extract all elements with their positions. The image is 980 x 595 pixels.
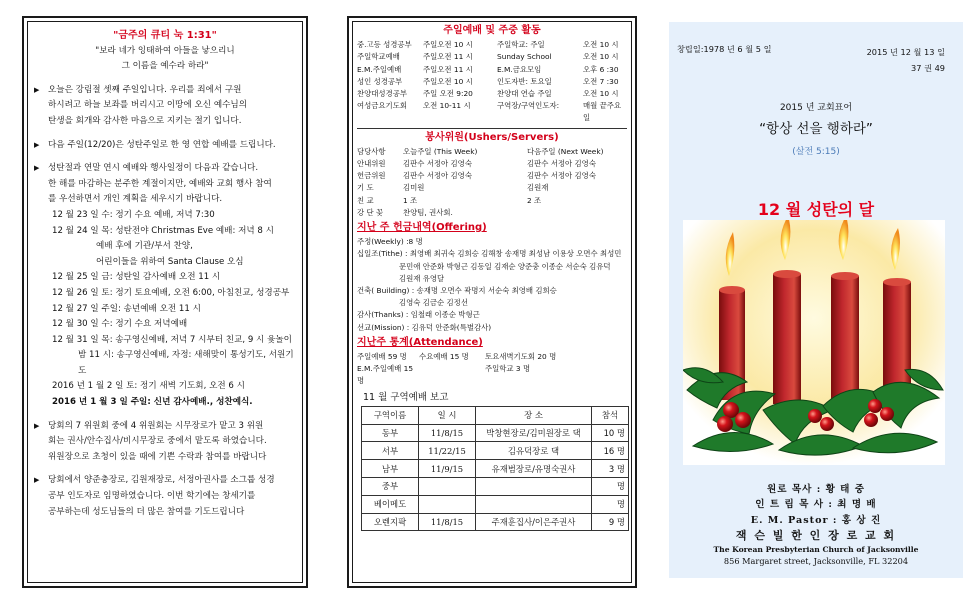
table-cell: 10 명 (592, 424, 629, 442)
ushers-grid (357, 146, 627, 219)
announcement-line: 탄생을 회개와 감사한 마음으로 지키는 절기 입니다. (48, 115, 242, 126)
usher-cell: 담당사항 (357, 146, 386, 156)
activity-cell: 주일 오전 9:20 (423, 89, 473, 99)
schedule-item: 12 월 30 일 수: 정기 수요 저녁예배 (52, 319, 188, 330)
attendance-cell: 주일예배 59 명 (357, 352, 407, 362)
table-cell: 9 명 (592, 513, 629, 531)
table-cell: 11/8/15 (419, 424, 476, 442)
pastor-emeritus: 원로 목사 : 황 태 중 (766, 484, 866, 495)
attendance-cell: 토요새벽기도회 20 명 (485, 352, 557, 362)
schedule-item: 2016 년 1 월 2 일 토: 정기 새벽 기도회, 오전 6 시 (52, 381, 245, 392)
offering-line: 김원재 유영달 (399, 273, 445, 283)
usher-cell: 김원재 (527, 183, 549, 193)
table-row (362, 424, 629, 442)
schedule-item: 밤 11 시: 송구영신예배, 자정: 새해맞이 통성기도, 서원기도 (78, 350, 294, 376)
activity-cell: E.M.주일예배 (357, 64, 402, 74)
activity-cell: 구역장/구역인도자: (497, 101, 560, 111)
table-cell: 유재범장로/유명숙권사 (476, 460, 592, 478)
table-row (362, 478, 629, 496)
announcement-line: ▶ 오늘은 강림절 셋째 주일입니다. 우리를 죄에서 구원 (48, 84, 242, 95)
offering-line: 건축( Building) : 송재명 오면수 곽명지 서순숙 최영배 김희승 (357, 286, 557, 296)
church-address: 856 Margaret street, Jacksonville, FL 32204 (723, 555, 909, 566)
table-cell (419, 478, 476, 496)
attendance-cell (419, 363, 485, 387)
attendance-cell: 주일학교 3 명 (485, 364, 531, 374)
motto-reference: (살전 5:15) (792, 147, 840, 157)
table-cell: 11/8/15 (419, 513, 476, 531)
offering-list (357, 236, 627, 334)
schedule-item: 12 월 24 일 목: 성탄전야 Christmas Eve 예배: 저녁 8 시 (52, 225, 274, 236)
schedule-item: 12 월 26 일 토: 정기 토요예배, 오전 6:00, 아침친교, 성경공부 (52, 287, 290, 298)
attendance-cell: E.M.주일예배 15 명 (357, 364, 414, 386)
activity-cell: 오전 10 시 (583, 52, 619, 62)
church-name-korean: 잭 슨 빌 한 인 장 로 교 회 (735, 529, 897, 543)
attendance-grid (357, 351, 627, 388)
issue-volume: 37 권 49 (911, 63, 945, 73)
activity-cell: 주일오전 10 시 (423, 76, 473, 86)
table-cell: 중부 (362, 478, 419, 496)
activity-cell: Sunday School (497, 52, 552, 62)
activity-cell: 주일오전 11 시 (423, 64, 473, 74)
table-cell: 오렌지팍 (362, 513, 419, 531)
month-title: 12 월 성탄의 달 (757, 200, 875, 219)
pastor-list (669, 482, 963, 567)
announcement-line: ▶ 당회에서 양준충장로, 김원재장로, 서정아권사를 소그룹 성경 (48, 475, 275, 486)
activity-cell: 인도자반: 토요일 (497, 76, 552, 86)
table-header: 구역이름 (362, 406, 419, 424)
church-name-english: The Korean Presbyterian Church of Jacksonville (713, 544, 919, 554)
announcement-2: ▶ 다음 주일(12/20)은 성탄주일로 한 영 연합 예배를 드립니다. (34, 138, 296, 154)
activity-cell: 성인 성경공부 (357, 76, 403, 86)
usher-cell: 김판수 서정아 김영숙 (527, 171, 596, 181)
usher-cell: 김미원 (403, 183, 425, 193)
announcement-3 (34, 161, 296, 208)
table-header: 참석 (592, 406, 629, 424)
usher-cell: 강 단 꽃 (357, 207, 384, 217)
table-cell: 16 명 (592, 442, 629, 460)
cover-panel (669, 22, 963, 578)
schedule-item: 어린이들을 위하여 Santa Clause 오심 (96, 256, 244, 267)
table-cell (476, 478, 592, 496)
motto: “항상 선을 행하라” (759, 121, 873, 137)
offering-line: 십일조(Tithe) : 최영배 최귀숙 김희승 김해창 송재명 최성남 이용상 오면수 최성민 (357, 249, 622, 259)
usher-cell: 안내위원 (357, 159, 386, 169)
usher-cell: 친 교 (357, 195, 374, 205)
schedule-list (34, 208, 296, 411)
activity-cell: 오전 7 :30 (583, 76, 619, 86)
attendance-title: 지난주 통계(Attendance) (357, 336, 483, 348)
table-cell: 동부 (362, 424, 419, 442)
activity-cell: 오전 10-11 시 (423, 101, 471, 111)
offering-title: 지난 주 헌금내역(Offering) (357, 222, 487, 234)
table-row (362, 460, 629, 478)
schedule-item: 12 월 25 일 금: 성탄일 감사예배 오전 11 시 (52, 272, 221, 283)
table-header: 장 소 (476, 406, 592, 424)
table-cell (476, 495, 592, 513)
schedule-item: 2016 년 1 월 3 일 주일: 신년 감사예배., 성찬예식. (52, 397, 253, 408)
table-cell: 11/9/15 (419, 460, 476, 478)
usher-cell: 김판수 서정아 김영숙 (403, 171, 472, 181)
activity-cell: 오후 6 :30 (583, 64, 619, 74)
em-pastor: E. M. Pastor : 홍 상 진 (750, 514, 882, 526)
activity-cell: 매월 끝주요일 (583, 101, 622, 123)
usher-cell: 1 조 (403, 195, 418, 205)
offering-line: 김영숙 김금순 김정선 (399, 298, 468, 308)
visit-report-table (361, 406, 629, 532)
offering-line: 선교(Mission) : 김유덕 안준화(특별감사) (357, 322, 492, 332)
divider (357, 128, 627, 129)
motto-year: 2015 년 교회표어 (779, 103, 853, 113)
advent-candles-illustration (683, 220, 945, 465)
activity-cell: 중.고등 성경공부 (357, 40, 412, 50)
usher-cell: 헌금위원 (357, 171, 386, 181)
activity-cell: 찬양대성경공부 (357, 89, 407, 99)
activity-cell: 주일오전 11 시 (423, 52, 473, 62)
schedule-item: 12 월 23 일 수: 정기 수요 예배, 저녁 7:30 (52, 209, 215, 220)
table-cell: 주재훈집사/이은주권사 (476, 513, 592, 531)
activity-cell: 여성금요기도회 (357, 101, 407, 111)
table-cell: 남부 (362, 460, 419, 478)
interim-pastor: 인 트 림 목 사 : 최 명 배 (755, 499, 877, 511)
issue-date: 2015 년 12 월 13 일 (866, 47, 945, 57)
worship-info-panel (347, 16, 637, 588)
announcement-line: ▶ 성탄절과 연말 연시 예배와 행사일정이 다음과 같습니다. (48, 163, 259, 174)
visit-report-title: 11 월 구역예배 보고 (363, 391, 449, 403)
usher-cell: 김판수 서정아 김영숙 (527, 159, 596, 169)
schedule-item: 12 월 27 일 주일: 송년예배 오전 11 시 (52, 303, 201, 314)
activity-cell: 찬양대 연습 주일 (497, 89, 552, 99)
table-row (362, 513, 629, 531)
announcement-1 (34, 83, 296, 130)
table-cell: 김유덕장로 댁 (476, 442, 592, 460)
usher-cell: 다음주일 (Next Week) (527, 146, 604, 156)
offering-line: 감사(Thanks) : 임철래 이종순 박형근 (357, 310, 480, 320)
activity-cell: 주일학교: 주일 (497, 40, 545, 50)
schedule-item: 12 월 31 일 목: 송구영신예배, 저녁 7 시부터 친교, 9 시 윷놀이 (52, 334, 292, 345)
announcement-5 (34, 473, 296, 520)
announcement-line: 한 해를 마감하는 분주한 계절이지만, 예배와 교회 행사 참여 (48, 178, 272, 189)
announcement-4 (34, 419, 296, 466)
activity-cell: E.M.금요모임 (497, 64, 542, 74)
announcement-line: 위원장으로 초청이 있을 때에 기쁜 수락과 참여를 바랍니다 (48, 451, 267, 462)
schedule-item: 예배 후에 기관/부서 찬양, (96, 241, 193, 252)
table-row (362, 442, 629, 460)
activities-grid (357, 39, 627, 124)
activities-title: 주일예배 및 주중 활동 (443, 25, 541, 36)
attendance-cell: 수요예배 15 명 (419, 352, 469, 362)
usher-cell: 김판수 서정아 김영숙 (403, 159, 472, 169)
announcement-line: 회는 권사/안수집사/비시무장로 중에서 맡도록 하였습니다. (48, 436, 267, 447)
announcement-line: ▶ 당회의 7 위원회 중에 4 위원회는 시무장로가 맡고 3 위원 (48, 420, 264, 431)
qt-line: "보라 네가 잉태하여 아들을 낳으리니 (95, 45, 235, 56)
table-cell: 11/22/15 (419, 442, 476, 460)
announcement-line: 공부하는데 성도님들의 더 많은 참여를 기도드립니다 (48, 506, 245, 517)
qt-line: 그 이름을 예수라 하라" (121, 61, 209, 72)
table-cell: 베이메도 (362, 495, 419, 513)
activity-cell: 오전 10 시 (583, 40, 619, 50)
bulletin-date (867, 44, 945, 76)
table-row (362, 495, 629, 513)
usher-cell (527, 207, 627, 219)
usher-cell: 오늘주일 (This Week) (403, 146, 478, 156)
usher-cell: 2 조 (527, 195, 542, 205)
announcement-line: 공부 인도자로 임명하였습니다. 이번 학기에는 창세기를 (48, 491, 256, 502)
ushers-title: 봉사위원(Ushers/Servers) (425, 131, 559, 143)
usher-cell: 찬양팀, 권사회. (403, 207, 453, 217)
activity-cell: 주일오전 10 시 (423, 40, 473, 50)
table-cell: 3 명 (592, 460, 629, 478)
table-cell: 명 (592, 478, 629, 496)
table-header: 일 시 (419, 406, 476, 424)
founded-date: 창립일:1978 년 6 월 5 일 (677, 44, 772, 54)
offering-line: 주정(Weekly) :8 명 (357, 237, 423, 247)
table-cell: 명 (592, 495, 629, 513)
table-cell: 박창현장로/김미원장로 댁 (476, 424, 592, 442)
table-cell: 서부 (362, 442, 419, 460)
announcements-panel (22, 16, 308, 588)
activity-cell: 주일학교예배 (357, 52, 400, 62)
announcement-line: 하시려고 하늘 보좌를 버리시고 이땅에 오신 예수님의 (48, 100, 248, 111)
announcement-line: 를 우선하면서 개인 계획을 세우시기 바랍니다. (48, 194, 223, 205)
offering-line: 문민애 안준화 박형근 김동일 김재순 양준충 이종순 서순숙 김유덕 (399, 261, 611, 271)
table-cell (419, 495, 476, 513)
qt-title: "금주의 큐티 눅 1:31" (113, 30, 217, 41)
usher-cell: 기 도 (357, 183, 374, 193)
activity-cell: 오전 10 시 (583, 89, 619, 99)
